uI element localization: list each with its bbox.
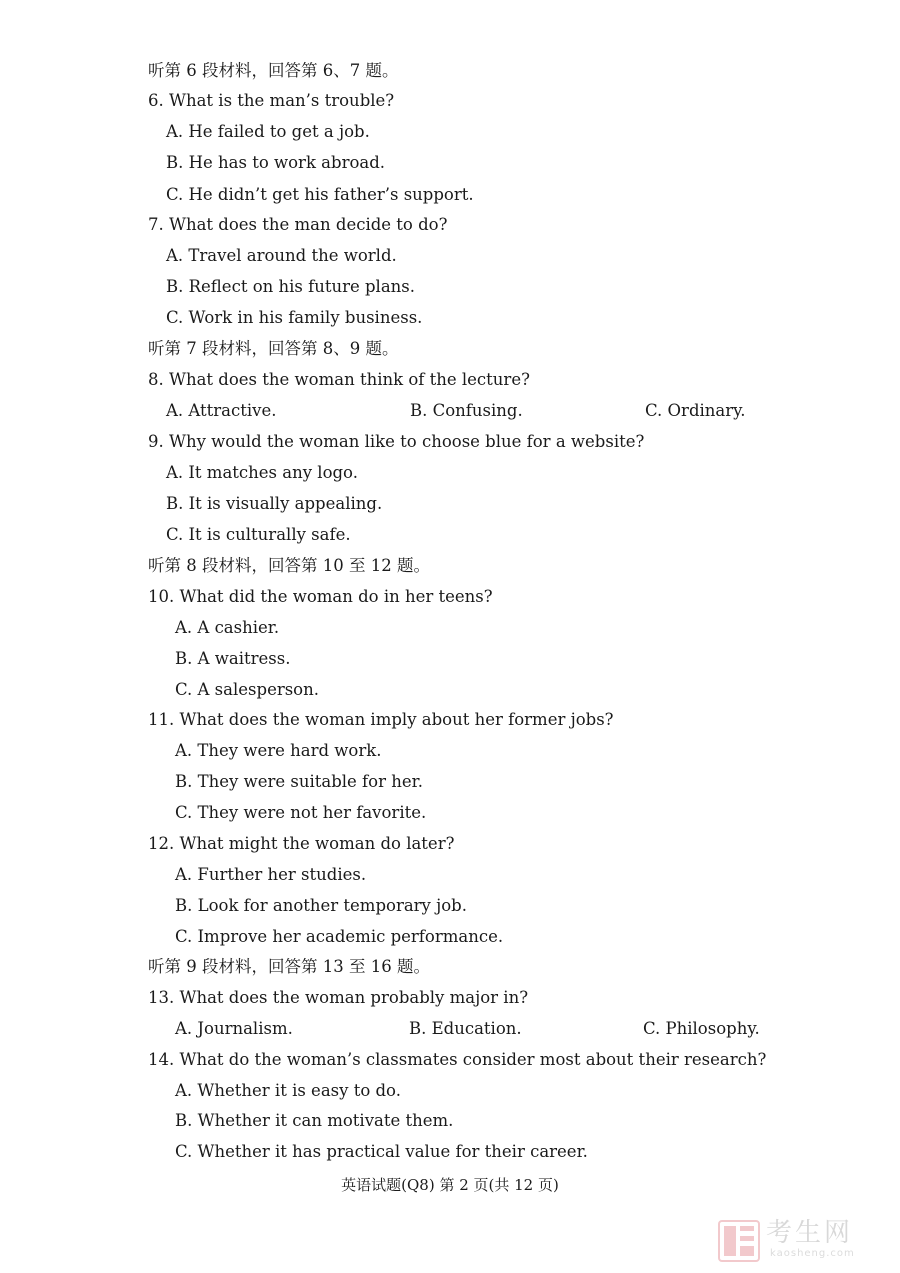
question-8-stem: 8. What does the woman think of the lecture?: [148, 370, 530, 389]
question-10-option-b: B. A waitress.: [175, 649, 291, 668]
question-6-option-c: C. He didn’t get his father’s support.: [166, 185, 474, 204]
watermark-url: kaosheng.com: [770, 1248, 855, 1259]
question-7-option-a: A. Travel around the world.: [166, 246, 397, 265]
question-8-option-a: A. Attractive.: [166, 401, 277, 420]
page-footer: 英语试题(Q8) 第 2 页(共 12 页): [341, 1176, 559, 1194]
question-14-option-c: C. Whether it has practical value for their career.: [175, 1142, 588, 1161]
question-10-option-c: C. A salesperson.: [175, 680, 319, 699]
question-7-stem: 7. What does the man decide to do?: [148, 215, 448, 234]
question-8-options-row: [0, 400, 900, 422]
question-12-option-b: B. Look for another temporary job.: [175, 896, 467, 915]
section-heading-8: 听第 8 段材料，回答第 10 至 12 题。: [148, 556, 430, 575]
question-14-option-a: A. Whether it is easy to do.: [175, 1081, 401, 1100]
question-14-stem: 14. What do the woman’s classmates consider most about their research?: [148, 1050, 767, 1069]
question-13-stem: 13. What does the woman probably major in?: [148, 988, 529, 1007]
section-heading-9: 听第 9 段材料，回答第 13 至 16 题。: [148, 957, 430, 976]
question-13-option-b: B. Education.: [409, 1019, 522, 1038]
question-14-option-b: B. Whether it can motivate them.: [175, 1111, 454, 1130]
kaosheng-watermark: [718, 1218, 888, 1264]
question-9-option-a: A. It matches any logo.: [166, 463, 358, 482]
question-9-stem: 9. Why would the woman like to choose blue for a website?: [148, 432, 645, 451]
section-heading-7: 听第 7 段材料，回答第 8、9 题。: [148, 339, 399, 358]
question-11-option-a: A. They were hard work.: [175, 741, 382, 760]
question-7-option-b: B. Reflect on his future plans.: [166, 277, 416, 296]
question-11-option-b: B. They were suitable for her.: [175, 772, 423, 791]
question-8-option-c: C. Ordinary.: [645, 401, 746, 420]
question-7-option-c: C. Work in his family business.: [166, 308, 423, 327]
question-10-option-a: A. A cashier.: [175, 618, 280, 637]
question-12-option-a: A. Further her studies.: [175, 865, 367, 884]
question-13-option-a: A. Journalism.: [175, 1019, 293, 1038]
question-11-option-c: C. They were not her favorite.: [175, 803, 427, 822]
question-11-stem: 11. What does the woman imply about her former jobs?: [148, 710, 614, 729]
question-9-option-b: B. It is visually appealing.: [166, 494, 383, 513]
question-6-option-b: B. He has to work abroad.: [166, 153, 386, 172]
question-12-option-c: C. Improve her academic performance.: [175, 927, 504, 946]
question-13-option-c: C. Philosophy.: [643, 1019, 760, 1038]
section-heading-6: 听第 6 段材料，回答第 6、7 题。: [148, 61, 399, 80]
question-9-option-c: C. It is culturally safe.: [166, 525, 351, 544]
question-6-option-a: A. He failed to get a job.: [166, 122, 370, 141]
question-6-stem: 6. What is the man’s trouble?: [148, 91, 395, 110]
question-12-stem: 12. What might the woman do later?: [148, 834, 455, 853]
question-8-option-b: B. Confusing.: [410, 401, 523, 420]
question-13-options-row: [0, 1018, 900, 1040]
question-10-stem: 10. What did the woman do in her teens?: [148, 587, 493, 606]
kaosheng-logo-icon: [718, 1220, 760, 1262]
watermark-text: 考生网: [766, 1218, 854, 1248]
